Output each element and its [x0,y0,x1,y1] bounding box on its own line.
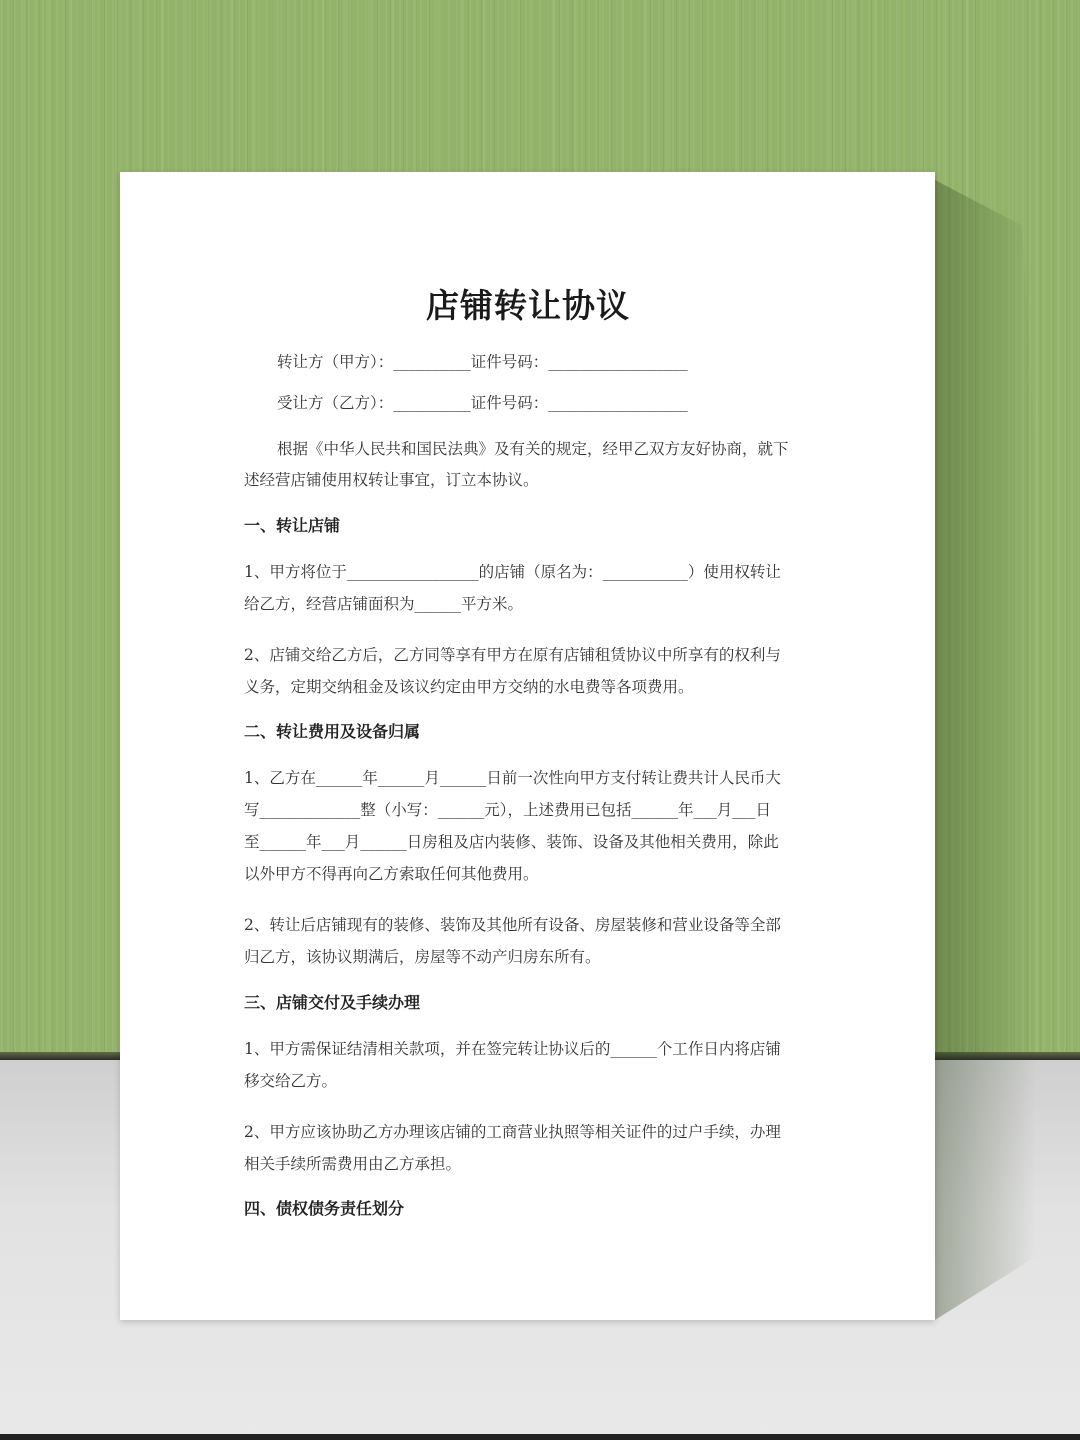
party-a-line: 转让方（甲方）：__________证件号码：__________________ [277,353,688,371]
intro-line-2: 述经营店铺使用权转让事宜，订立本协议。 [244,471,539,489]
section-3-p1-line-2: 移交给乙方。 [244,1072,338,1090]
section-3-p2-line-2: 相关手续所需费用由乙方承担。 [244,1155,462,1173]
section-3-heading: 三、店铺交付及手续办理 [244,993,421,1012]
section-1-p2-line-2: 义务，定期交纳租金及该议约定由甲方交纳的水电费等各项费用。 [244,678,694,696]
party-b-line: 受让方（乙方）：__________证件号码：__________________ [277,394,688,412]
section-4-heading: 四、债权债务责任划分 [244,1199,405,1218]
bottom-border [0,1434,1080,1440]
section-3-p2-line-1: 2、甲方应该协助乙方办理该店铺的工商营业执照等相关证件的过户手续，办理 [244,1123,781,1141]
section-2-p1-line-4: 以外甲方不得再向乙方索取任何其他费用。 [244,865,539,883]
section-2-p1-line-1: 1、乙方在______年______月______日前一次性向甲方支付转让费共计人民币大 [244,769,781,787]
document-title: 店铺转让协议 [426,286,630,325]
section-2-p2-line-1: 2、转让后店铺现有的装修、装饰及其他所有设备、房屋装修和营业设备等全部 [244,916,781,934]
section-2-p1-line-3: 至______年___月______日房租及店内装修、装饰、设备及其他相关费用，除此 [244,833,779,851]
section-2-p2-line-2: 归乙方，该协议期满后，房屋等不动产归房东所有。 [244,948,601,966]
section-1-p2-line-1: 2、店铺交给乙方后，乙方同等享有甲方在原有店铺租赁协议中所享有的权利与 [244,646,781,664]
section-2-heading: 二、转让费用及设备归属 [244,722,421,741]
document-page [120,172,935,1320]
section-3-p1-line-1: 1、甲方需保证结清相关款项，并在签完转让协议后的______个工作日内将店铺 [244,1040,781,1058]
section-1-heading: 一、转让店铺 [244,516,341,535]
section-1-p1-line-2: 给乙方，经营店铺面积为______平方米。 [244,595,524,613]
section-2-p1-line-2: 写_____________整（小写：______元），上述费用已包括______年___月___日 [244,801,772,819]
section-1-p1-line-1: 1、甲方将位于_________________的店铺（原名为：___________）使用权转让 [244,563,781,581]
intro-line-1: 根据《中华人民共和国民法典》及有关的规定，经甲乙双方友好协商，就下 [277,440,789,458]
